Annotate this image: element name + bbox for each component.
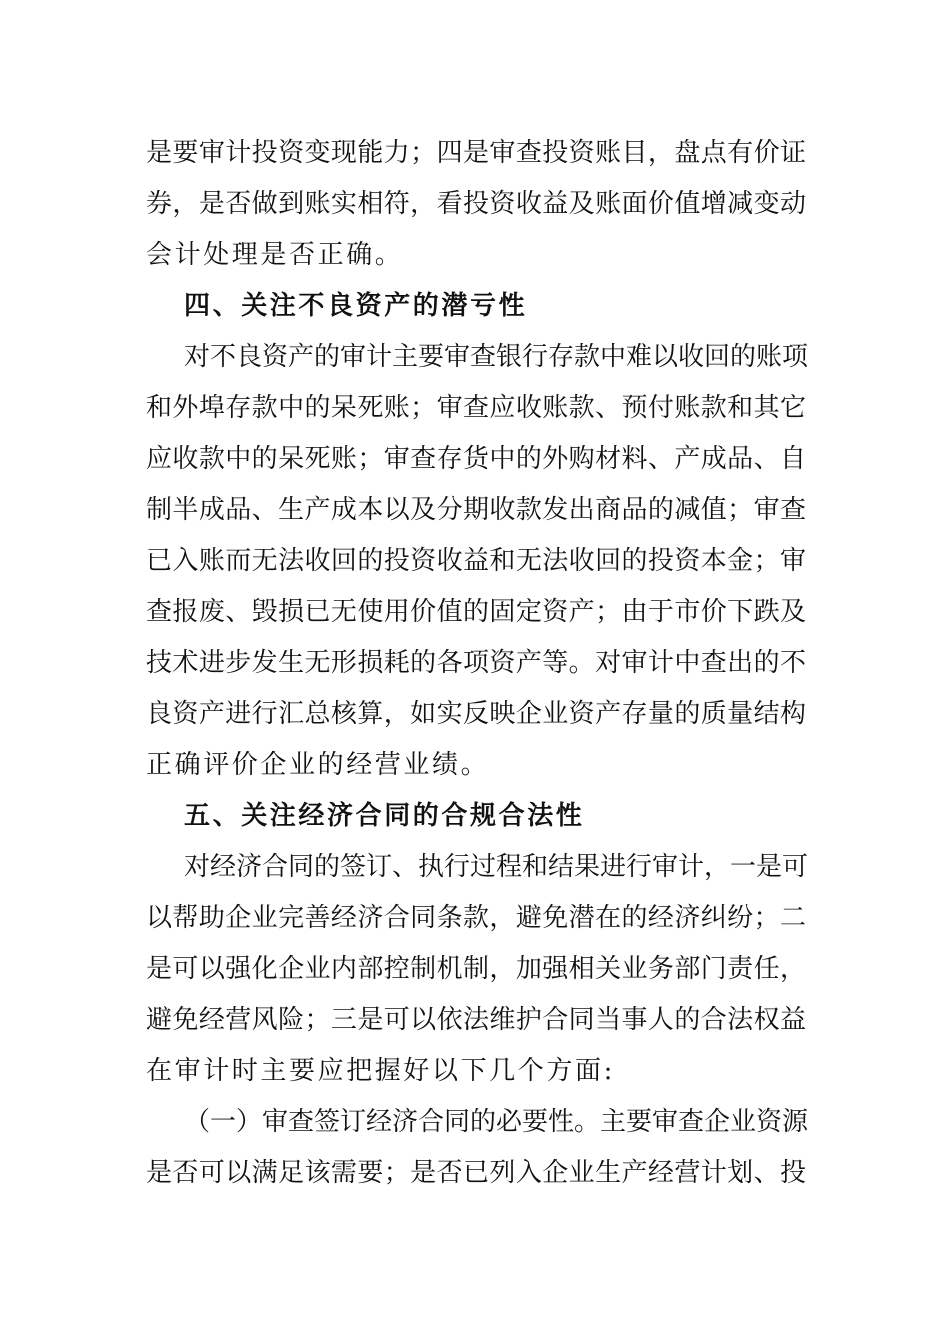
paragraph-non-performing-assets <box>146 332 809 791</box>
text-line: 是可以强化企业内部控制机制，加强相关业务部门责任， <box>146 954 806 984</box>
text-line: 对经济合同的签订、执行过程和结果进行审计，一是可 <box>184 852 809 882</box>
document-body <box>146 128 809 1199</box>
paragraph-contract-necessity <box>146 1097 809 1199</box>
text-line: 对不良资产的审计主要审查银行存款中难以收回的账项 <box>184 342 809 372</box>
text-line: 制半成品、生产成本以及分期收款发出商品的减值；审查 <box>146 495 806 525</box>
text-line: 正确评价企业的经营业绩。 <box>146 750 490 780</box>
text-line: 查报废、毁损已无使用价值的固定资产；由于市价下跌及 <box>146 597 806 627</box>
text-line: （一）审查签订经济合同的必要性。主要审查企业资源 <box>184 1107 809 1137</box>
text-line: 避免经营风险；三是可以依法维护合同当事人的合法权益 <box>146 1005 806 1035</box>
text-line: 是要审计投资变现能力；四是审查投资账目，盘点有价证 <box>146 138 806 168</box>
text-line: 良资产进行汇总核算，如实反映企业资产存量的质量结构 <box>146 699 806 729</box>
text-line: 会计处理是否正确。 <box>146 240 404 270</box>
text-line: 已入账而无法收回的投资收益和无法收回的投资本金；审 <box>146 546 806 576</box>
section-heading-5 <box>146 791 806 842</box>
text-line: 应收款中的呆死账；审查存货中的外购材料、产成品、自 <box>146 444 806 474</box>
text-line: 和外埠存款中的呆死账；审查应收账款、预付账款和其它 <box>146 393 806 423</box>
text-line: 券，是否做到账实相符，看投资收益及账面价值增减变动 <box>146 189 806 219</box>
section-heading-4 <box>146 281 806 332</box>
text-line: 在审计时主要应把握好以下几个方面: <box>146 1056 615 1086</box>
section-heading: 四、关注不良资产的潜亏性 <box>184 291 528 321</box>
text-line: 是否可以满足该需要；是否已列入企业生产经营计划、投 <box>146 1158 806 1188</box>
text-line: 以帮助企业完善经济合同条款，避免潜在的经济纠纷；二 <box>146 903 806 933</box>
section-heading: 五、关注经济合同的合规合法性 <box>184 801 585 831</box>
text-line: 技术进步发生无形损耗的各项资产等。对审计中查出的不 <box>146 648 806 678</box>
paragraph-economic-contracts <box>146 842 809 1097</box>
paragraph-investment-audit-continued <box>146 128 806 281</box>
